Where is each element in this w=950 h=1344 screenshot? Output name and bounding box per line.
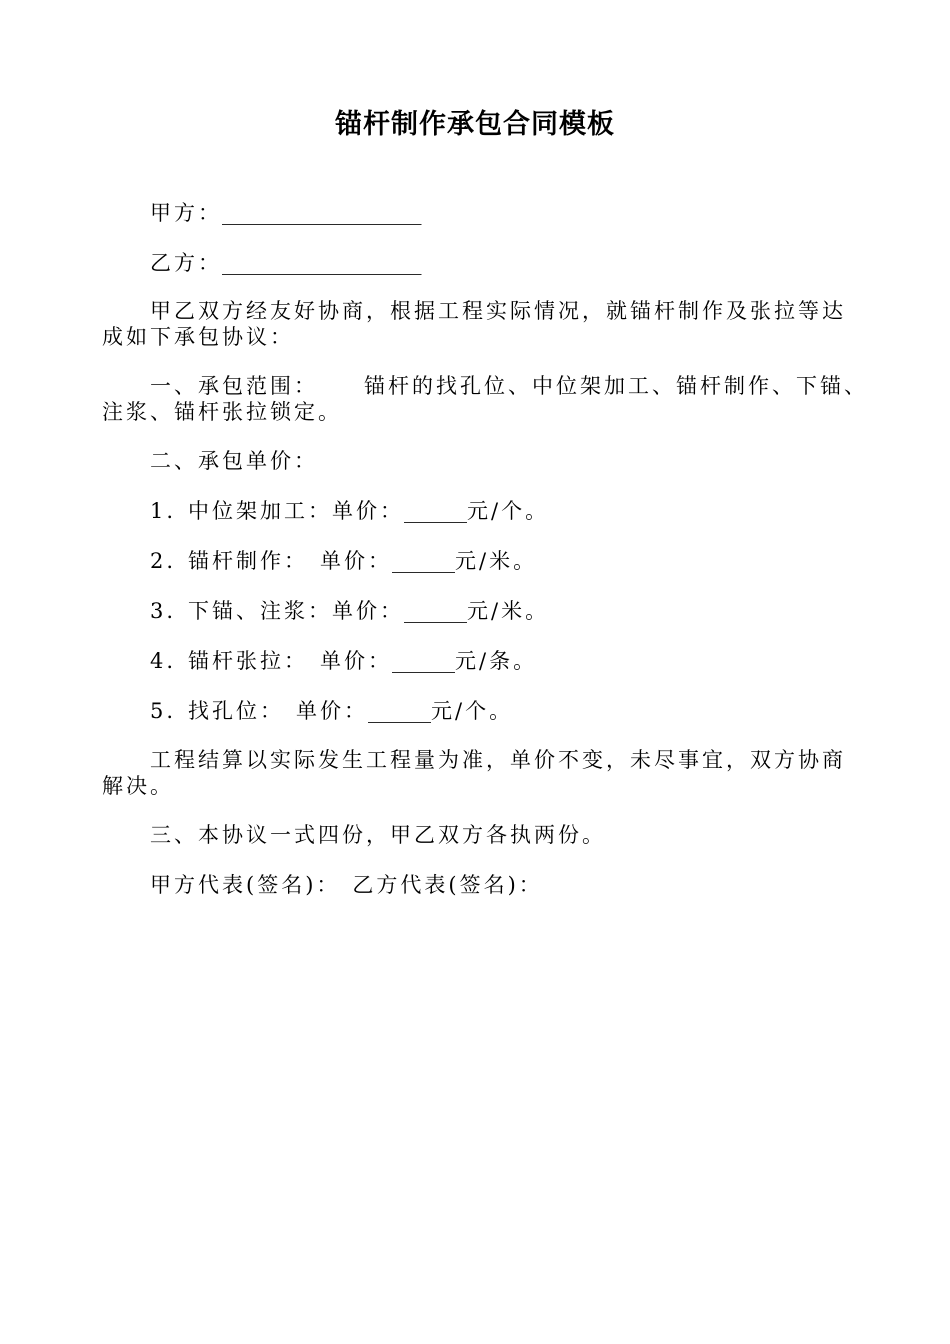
- scope-label: 一、承包范围：: [150, 374, 318, 398]
- price-item-unit: 元/个。: [467, 499, 550, 523]
- price-item: [102, 648, 862, 674]
- price-item-unit: 元/个。: [431, 699, 514, 723]
- party-a-line: [102, 200, 862, 226]
- party-b-signature-label: 乙方代表(签名)：: [352, 873, 543, 897]
- copies-paragraph: [102, 822, 862, 848]
- intro-line2: 成如下承包协议：: [102, 325, 294, 349]
- price-item-blank: ______: [392, 649, 456, 673]
- price-item: [102, 498, 862, 524]
- price-item-blank: ______: [404, 499, 468, 523]
- party-b-line: [102, 250, 862, 276]
- price-item-num: 3.: [150, 599, 177, 623]
- scope-paragraph: [102, 373, 868, 425]
- price-item: [102, 548, 862, 574]
- intro-paragraph: [102, 298, 862, 350]
- price-item-name: 找孔位：: [188, 699, 285, 723]
- price-item-name: 锚杆张拉：: [188, 649, 309, 673]
- price-item-name: 中位架加工：: [188, 499, 333, 523]
- price-heading-text: 二、承包单价：: [150, 449, 318, 473]
- document-title: 锚杆制作承包合同模板: [335, 109, 615, 140]
- settlement-line1: 工程结算以实际发生工程量为准，单价不变，未尽事宜，双方协商: [150, 748, 846, 772]
- price-item-num: 2.: [150, 549, 177, 573]
- price-item-blank: ______: [392, 549, 456, 573]
- scope-line2: 注浆、锚杆张拉锁定。: [102, 400, 342, 424]
- scope-line1: 锚杆的找孔位、中位架加工、锚杆制作、下锚、: [364, 374, 868, 398]
- price-item-num: 5.: [150, 699, 177, 723]
- price-item-blank: ______: [368, 699, 432, 723]
- price-item-label: 单价：: [332, 499, 405, 523]
- price-item-unit: 元/米。: [467, 599, 550, 623]
- party-b-blank: ___________________: [222, 251, 422, 275]
- price-item: [102, 698, 862, 724]
- price-item-label: 单价：: [320, 549, 393, 573]
- party-a-signature-label: 甲方代表(签名)：: [150, 873, 341, 897]
- copies-text: 三、本协议一式四份，甲乙双方各执两份。: [150, 823, 606, 847]
- intro-line1: 甲乙双方经友好协商，根据工程实际情况，就锚杆制作及张拉等达: [150, 299, 846, 323]
- signature-line: [102, 872, 862, 898]
- price-item: [102, 598, 862, 624]
- party-b-label: 乙方：: [150, 251, 222, 275]
- price-item-unit: 元/米。: [455, 549, 538, 573]
- price-item-label: 单价：: [320, 649, 393, 673]
- price-item-num: 4.: [150, 649, 177, 673]
- price-heading: [102, 448, 862, 474]
- price-item-name: 锚杆制作：: [188, 549, 309, 573]
- price-item-label: 单价：: [296, 699, 369, 723]
- price-item-name: 下锚、注浆：: [188, 599, 333, 623]
- settlement-line2: 解决。: [102, 774, 174, 798]
- settlement-paragraph: [102, 747, 862, 799]
- price-item-blank: ______: [404, 599, 468, 623]
- price-item-label: 单价：: [332, 599, 405, 623]
- party-a-label: 甲方：: [150, 201, 222, 225]
- price-item-num: 1.: [150, 499, 177, 523]
- price-item-unit: 元/条。: [455, 649, 538, 673]
- party-a-blank: ___________________: [222, 201, 422, 225]
